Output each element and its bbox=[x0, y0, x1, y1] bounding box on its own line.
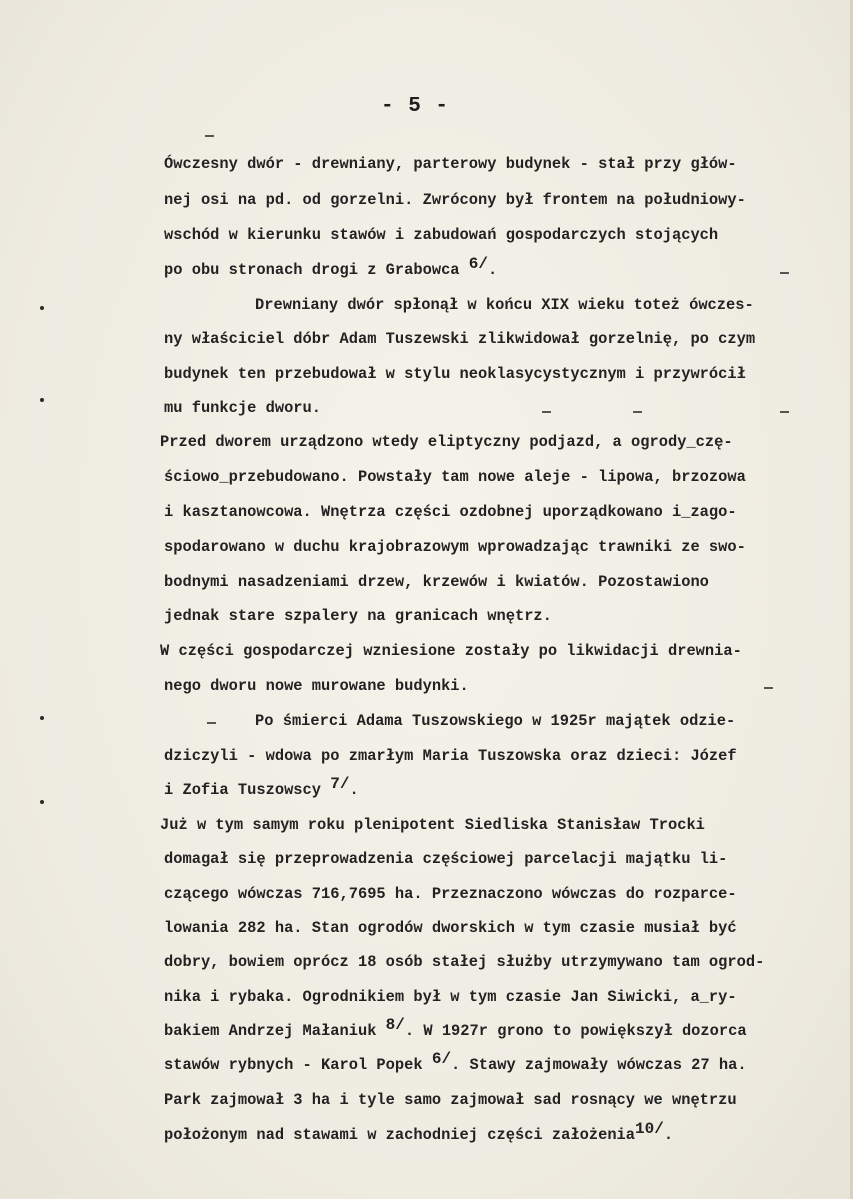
text-line bbox=[255, 296, 754, 314]
footnote-reference: 6/ bbox=[431, 1050, 452, 1068]
text-line bbox=[164, 850, 727, 868]
text-line bbox=[164, 573, 709, 591]
text-line-tail: . bbox=[349, 781, 359, 799]
punch-mark bbox=[40, 716, 44, 720]
text-line-content: nego dworu nowe murowane budynki. bbox=[164, 677, 469, 695]
page-number: - 5 - bbox=[380, 95, 449, 118]
text-line-content: dziczyli - wdowa po zmarłym Maria Tuszowska oraz dzieci: Józef bbox=[164, 747, 737, 765]
text-line-content: po obu stronach drogi z Grabowca bbox=[164, 261, 469, 279]
footnote-reference: 8/ bbox=[385, 1016, 405, 1034]
text-line-content: ny właściciel dóbr Adam Tuszewski zlikwidował gorzelnię, po czym bbox=[164, 330, 756, 348]
text-line-content: Drewniany dwór spłonął w końcu XIX wieku toteż ówczes- bbox=[255, 296, 754, 314]
text-line-tail: . bbox=[488, 261, 498, 279]
text-line bbox=[164, 1016, 747, 1040]
text-line bbox=[164, 1120, 674, 1144]
text-line-content: Ówczesny dwór - drewniany, parterowy budynek - stał przy głów- bbox=[164, 155, 737, 173]
text-line bbox=[164, 953, 764, 971]
text-line-content: bodnymi nasadzeniami drzew, krzewów i kwiatów. Pozostawiono bbox=[164, 573, 709, 591]
punch-mark bbox=[40, 398, 44, 402]
text-line bbox=[164, 365, 746, 383]
text-line-content: Po śmierci Adama Tuszowskiego w 1925r majątek odzie- bbox=[255, 712, 736, 730]
stray-mark bbox=[205, 135, 214, 137]
text-line bbox=[164, 747, 737, 765]
text-line-tail: . W 1927r grono to powiększył dozorca bbox=[404, 1022, 747, 1040]
text-line-tail: . bbox=[663, 1126, 674, 1144]
stray-mark bbox=[780, 272, 789, 274]
text-line bbox=[164, 775, 359, 799]
text-line-content: Już w tym samym roku plenipotent Siedliska Stanisław Trocki bbox=[160, 816, 705, 834]
text-line-content: W części gospodarczej wzniesione zostały po likwidacji drewnia- bbox=[160, 642, 742, 660]
footnote-reference: 7/ bbox=[330, 775, 350, 793]
punch-mark bbox=[40, 800, 44, 804]
text-line-content: dobry, bowiem oprócz 18 osób stałej służby utrzymywano tam ogrod- bbox=[164, 953, 765, 971]
text-line bbox=[164, 885, 737, 903]
text-line-content: stawów rybnych - Karol Popek bbox=[164, 1056, 432, 1074]
text-line-content: spodarowano w duchu krajobrazowym wprowadzając trawniki ze swo- bbox=[164, 538, 746, 556]
text-line-content: budynek ten przebudował w stylu neoklasycystycznym i przywrócił bbox=[164, 365, 746, 383]
text-line bbox=[160, 433, 733, 451]
text-line-content: nika i rybaka. Ogrodnikiem był w tym czasie Jan Siwicki, a_ry- bbox=[164, 988, 737, 1006]
stray-mark bbox=[633, 411, 642, 413]
text-line-content: nej osi na pd. od gorzelni. Zwrócony był frontem na południowy- bbox=[164, 191, 746, 209]
text-line-content: jednak stare szpalery na granicach wnętrz. bbox=[164, 607, 552, 625]
text-line bbox=[160, 642, 742, 660]
text-line-content: ściowo_przebudowano. Powstały tam nowe aleje - lipowa, brzozowa bbox=[164, 468, 746, 486]
stray-mark bbox=[780, 411, 789, 413]
text-line bbox=[164, 468, 746, 486]
text-line-content: położonym nad stawami w zachodniej części założenia bbox=[164, 1126, 636, 1144]
text-line bbox=[164, 677, 469, 695]
text-line bbox=[164, 155, 737, 173]
text-line bbox=[164, 399, 321, 417]
footnote-reference: 6/ bbox=[468, 255, 488, 273]
text-line bbox=[164, 503, 737, 521]
text-line-tail: . Stawy zajmowały wówczas 27 ha. bbox=[451, 1056, 747, 1074]
text-line-content: Przed dworem urządzono wtedy eliptyczny podjazd, a ogrody_czę- bbox=[160, 433, 733, 451]
text-line-content: domagał się przeprowadzenia częściowej parcelacji majątku li- bbox=[164, 850, 728, 868]
text-line-content: i kasztanowcowa. Wnętrza części ozdobnej uporządkowano i_zago- bbox=[164, 503, 737, 521]
text-line-content: i Zofia Tuszowscy bbox=[164, 781, 331, 799]
stray-mark bbox=[542, 411, 551, 413]
text-line bbox=[164, 191, 746, 209]
text-line-content: czącego wówczas 716,7695 ha. Przeznaczono wówczas do rozparce- bbox=[164, 885, 737, 903]
text-line-content: Park zajmował 3 ha i tyle samo zajmował sad rosnący we wnętrzu bbox=[164, 1091, 737, 1109]
text-line bbox=[164, 1091, 737, 1109]
text-line bbox=[160, 816, 705, 834]
text-line bbox=[164, 330, 755, 348]
stray-mark bbox=[207, 722, 216, 724]
text-line bbox=[164, 988, 737, 1006]
text-line-content: mu funkcje dworu. bbox=[164, 399, 322, 417]
footnote-reference: 10/ bbox=[635, 1120, 664, 1138]
text-line bbox=[255, 712, 735, 730]
punch-mark bbox=[40, 306, 44, 310]
text-line-content: bakiem Andrzej Małaniuk bbox=[164, 1022, 386, 1040]
text-line bbox=[164, 226, 718, 244]
text-line bbox=[164, 919, 737, 937]
text-line-content: wschód w kierunku stawów i zabudowań gospodarczych stojących bbox=[164, 226, 719, 244]
stray-mark bbox=[764, 687, 773, 689]
text-line bbox=[164, 607, 552, 625]
text-line bbox=[164, 1050, 747, 1074]
text-line bbox=[164, 255, 498, 279]
text-line-content: lowania 282 ha. Stan ogrodów dworskich w tym czasie musiał być bbox=[164, 919, 737, 937]
text-line bbox=[164, 538, 746, 556]
